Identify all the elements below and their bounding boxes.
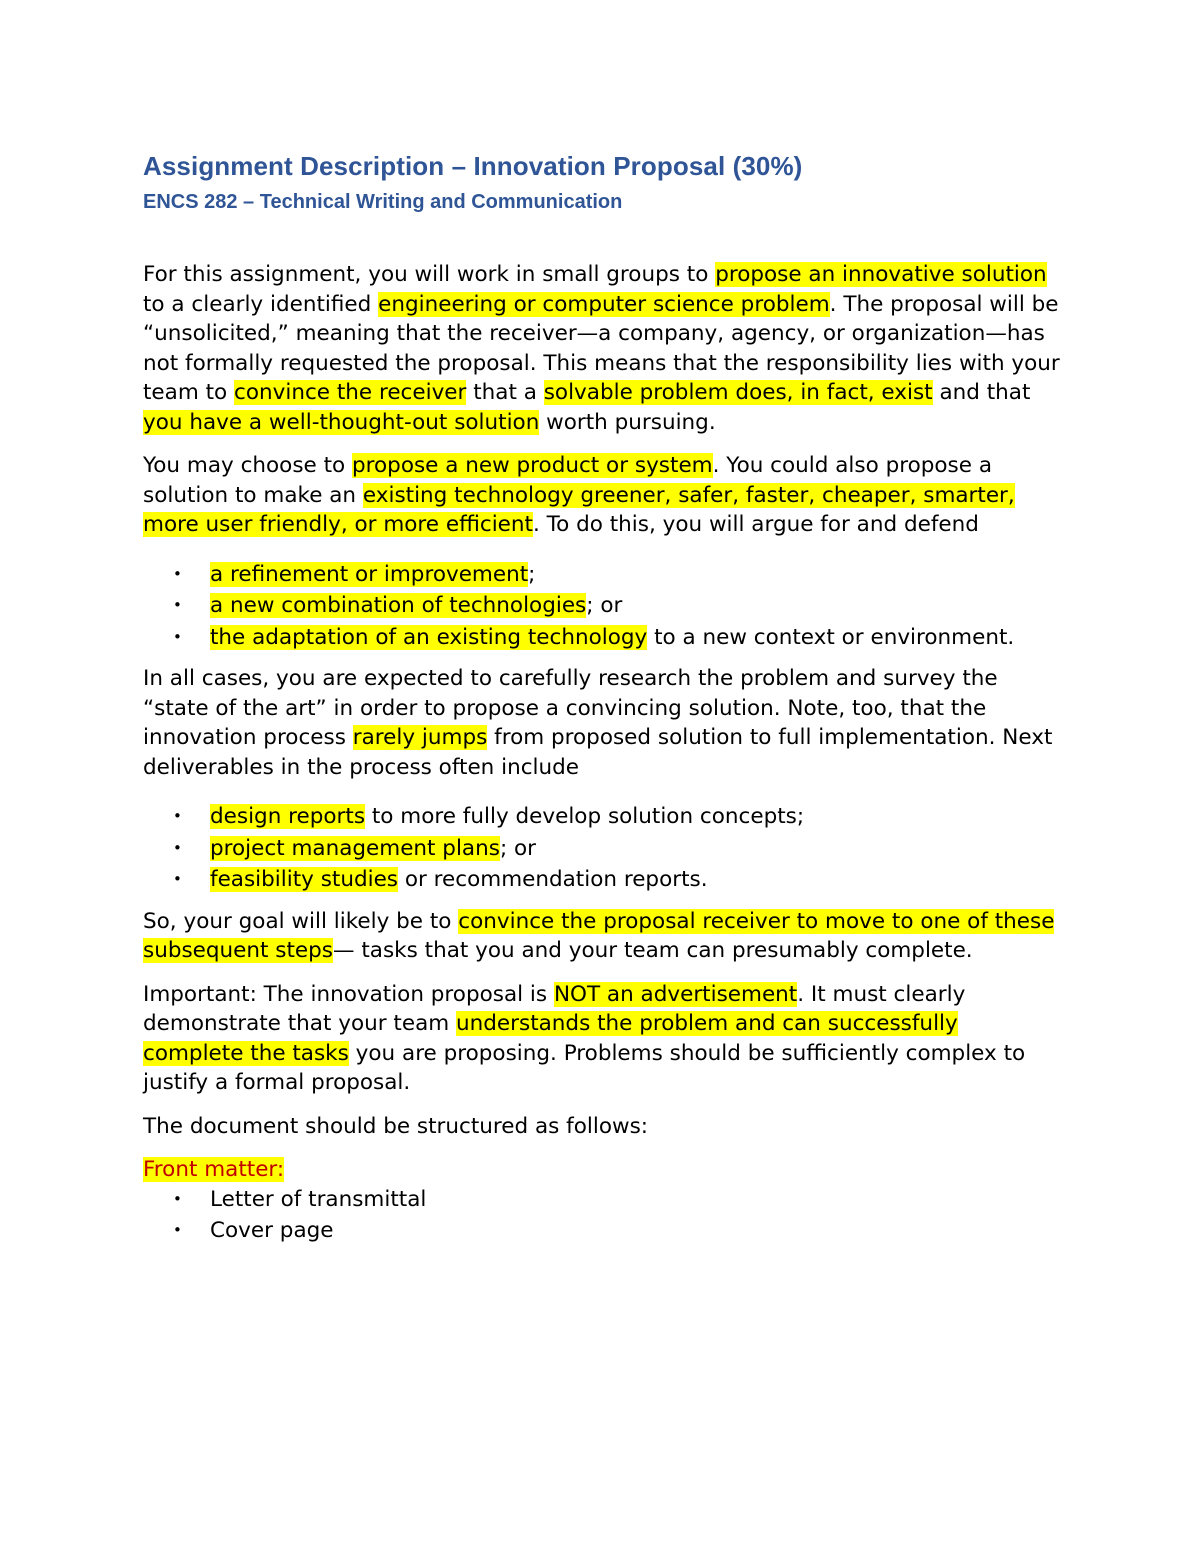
list-item: • Cover page — [210, 1216, 1063, 1246]
highlighted-text: the adaptation of an existing technology — [210, 624, 648, 650]
text-run: worth pursuing. — [539, 409, 716, 435]
list-next-deliverables — [143, 802, 1063, 895]
text-run: ; or — [499, 835, 537, 861]
text-run: ; — [528, 561, 536, 587]
text-run: . You could also propose a solution to make an — [143, 453, 992, 508]
text-run: that a — [466, 380, 544, 405]
highlighted-text: convince the receiver — [234, 380, 467, 405]
text-run: For this assignment, you will work in small groups to — [143, 262, 716, 287]
highlighted-text: solvable problem does, in fact, exist — [543, 380, 933, 405]
paragraph-intro — [143, 260, 1063, 437]
paragraph-research — [143, 664, 1063, 782]
list-front-matter — [143, 1185, 1063, 1246]
highlighted-text: existing technology greener, safer, faster, cheaper, smarter, more user friendly, or more efficient — [143, 482, 1015, 537]
front-matter-heading-text: Front matter: — [143, 1157, 285, 1182]
highlighted-text: NOT an advertisement — [553, 981, 798, 1007]
text-run: Important: The innovation proposal is — [143, 981, 554, 1007]
highlighted-text: feasibility studies — [210, 867, 399, 892]
paragraph-goal — [143, 907, 1063, 966]
highlighted-text: design reports — [210, 804, 366, 829]
text-run: You may choose to — [143, 453, 353, 478]
paragraph-structure: The document should be structured as follows: — [143, 1113, 649, 1139]
front-matter-heading — [143, 1155, 1063, 1185]
highlighted-text: understands the problem and can successfully complete the tasks — [143, 1011, 958, 1066]
highlighted-text: rarely jumps — [352, 725, 488, 750]
highlighted-text: project management plans — [210, 835, 500, 861]
paragraph-important — [143, 980, 1063, 1098]
list-item — [210, 834, 1063, 864]
highlighted-text: engineering or computer science problem — [378, 291, 830, 317]
list-item — [210, 560, 1063, 590]
list-item — [210, 591, 1063, 621]
list-item: • Letter of transmittal — [210, 1185, 1063, 1215]
highlighted-text: you have a well-thought-out solution — [143, 409, 540, 435]
highlighted-text: a refinement or improvement — [210, 561, 529, 587]
text-run: to a new context or environment. — [647, 624, 1015, 650]
highlighted-text: propose a new product or system — [352, 453, 713, 478]
text-run: or recommendation reports. — [398, 867, 708, 892]
document-subtitle: ENCS 282 – Technical Writing and Communication — [143, 191, 623, 213]
text-run: . It must clearly demonstrate that your team — [143, 981, 966, 1036]
text-run: So, your goal will likely be to — [143, 908, 459, 934]
text-run: you are proposing. Problems should be sufficiently complex to justify a formal proposal. — [143, 1040, 1026, 1095]
list-item — [210, 802, 1063, 832]
paragraph-choices — [143, 451, 1063, 540]
document-page — [143, 148, 1063, 1248]
text-run: from proposed solution to full implementation. Next deliverables in the process often include — [143, 725, 1053, 780]
text-run: — tasks that you and your team can presumably complete. — [333, 938, 973, 963]
text-run: to a clearly identified — [143, 291, 379, 317]
highlighted-text: propose an innovative solution — [715, 262, 1047, 287]
list-item — [210, 623, 1063, 653]
text-run: . To do this, you will argue for and defend — [532, 512, 979, 537]
text-run: and that — [932, 380, 1031, 405]
highlighted-text: a new combination of technologies — [210, 593, 587, 618]
list-argument-options — [143, 560, 1063, 653]
text-run: . The proposal will be “unsolicited,” meaning that the receiver—a company, agency, or organization—has not formally requested the proposal. This means that the responsibility lies with your team to — [143, 291, 1060, 405]
text-run: to more fully develop solution concepts; — [365, 804, 805, 829]
text-run: ; or — [586, 593, 623, 618]
highlighted-text: convince the proposal receiver to move to one of these subsequent steps — [143, 908, 1055, 963]
list-item — [210, 865, 1063, 895]
text-run: In all cases, you are expected to carefully research the problem and survey the “state of the art” in order to propose a convincing solution. Note, too, that the innovation process — [143, 666, 998, 750]
document-title: Assignment Description – Innovation Proposal (30%) — [143, 151, 803, 181]
